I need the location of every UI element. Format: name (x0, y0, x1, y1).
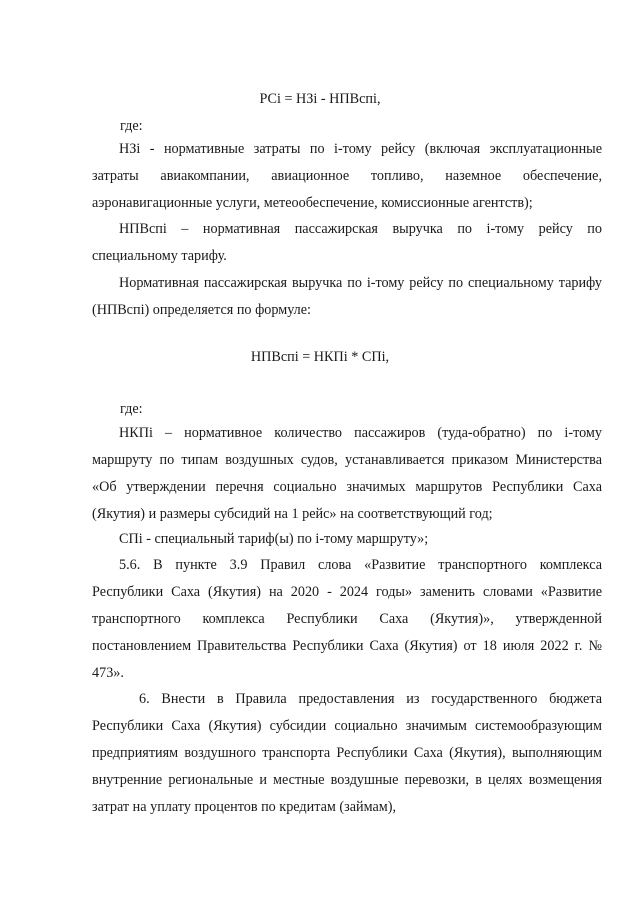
formula-npv: НПВспi = НКПi * СПi, (250, 349, 390, 365)
paragraph-sp-definition: СПi - специальный тариф(ы) по i-тому маршруту»; (119, 531, 429, 547)
paragraph-nz-definition: НЗi - нормативные затраты по i-тому рейсу (включая эксплуатационные затраты авиакомпании, авиационное топливо, наземное обеспечение, аэронавигационные услуги, метеообеспечение, комиссионные агентств); (92, 141, 602, 211)
paragraph-npv-formula-intro: Нормативная пассажирская выручка по i-тому рейсу по специальному тарифу (НПВспi) определяется по формуле: (92, 275, 602, 318)
formula-rs: РСi = НЗi - НПВспi, (259, 91, 381, 107)
paragraph-npv-definition: НПВспi – нормативная пассажирская выручка по i-тому рейсу по специальному тарифу. (92, 221, 602, 264)
where-label: где: (120, 118, 143, 134)
where-label-2: где: (120, 401, 143, 417)
paragraph-nkp-definition: НКПi – нормативное количество пассажиров (туда-обратно) по i-тому маршруту по типам воздушных судов, устанавливается приказом Министерства «Об утверждении перечня социально значимых маршрутов Республики Саха (Якутия) и размеры субсидий на 1 рейс» на соответствующий год; (92, 425, 602, 522)
paragraph-5-6: 5.6. В пункте 3.9 Правил слова «Развитие транспортного комплекса Республики Саха (Якутия) на 2020 - 2024 годы» заменить словами «Развитие транспортного комплекса Республики Саха (Якутия)», утвержденной постановлением Правительства Республики Саха (Якутия) от 18 июля 2022 г. № 473». (92, 557, 602, 681)
paragraph-6: 6. Внести в Правила предоставления из государственного бюджета Республики Саха (Якутия) субсидии социально значимым системообразующим предприятиям воздушного транспорта Республики Саха (Якутия), выполняющим внутренние региональные и местные воздушные перевозки, в целях возмещения затрат на уплату процентов по кредитам (займам), (92, 691, 602, 815)
